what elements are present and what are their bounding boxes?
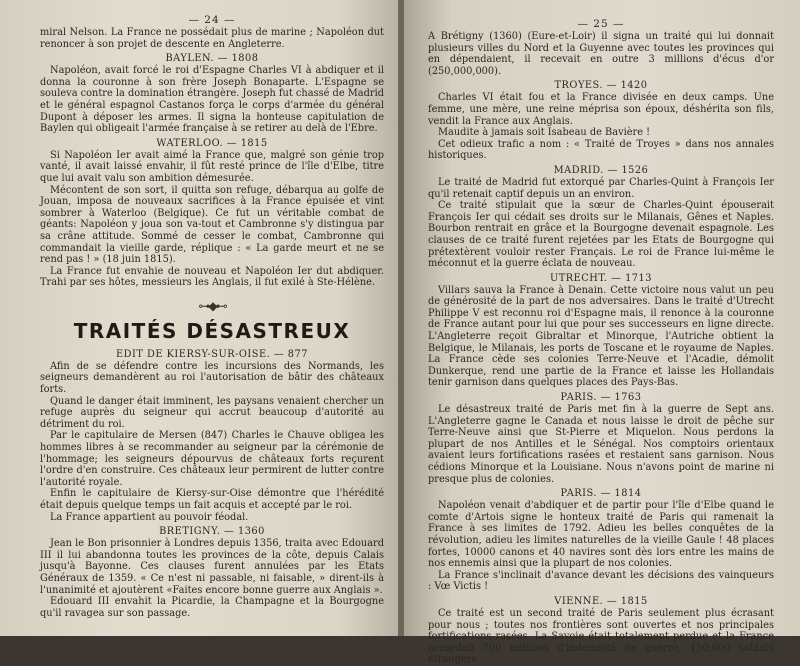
treaty-section <box>428 488 774 593</box>
chapter-title: TRAITÉS DÉSASTREUX <box>73 318 351 343</box>
paragraph: Quand le danger était imminent, les paysans venaient chercher un refuge auprès du seigneur qui accrut beaucoup d'autorité au détriment du roi. <box>40 395 384 430</box>
paragraph: Cet odieux trafic a nom : « Traité de Troyes » dans nos annales historiques. <box>428 138 774 162</box>
paragraph: Ce traité stipulait que la sœur de Charles-Quint épouserait François Ier qui cédait ses droits sur le Milanais, Gênes et Naples. Bourbon rentrait en grâce et la Bourgogne devenait espagnole. Les clauses de ce traité furent rejetées par les Etats de Bourgogne qui prétextèrent vouloir rester Français. Le roi de France lui-même le méconnut et la guerre éclata de nouveau. <box>428 200 774 270</box>
sections-after-title <box>40 349 384 619</box>
paragraph: La France appartient au pouvoir féodal. <box>50 511 249 523</box>
paragraph: Le traité de Madrid fut extorqué par Charles-Quint à François Ier qu'il retenait captif depuis un an environ. <box>428 176 774 200</box>
treaty-section <box>40 349 384 523</box>
paragraph: Ce traité est un second traité de Paris seulement plus écrasant pour nous ; toutes nos frontières sont ouvertes et nos principales fortifications rasées. La Savoie était totalement perdue et la France accordait 700 millions d'indemnité de guerre, 150,000 soldats étrangers <box>428 607 774 666</box>
paragraph: Enfin le capitulaire de Kiersy-sur-Oise démontre que l'hérédité était depuis quelque temps un fait acquis et accepté par le roi. <box>40 488 384 511</box>
paragraph: La France s'inclinait d'avance devant les décisions des vainqueurs : Vœ Victis ! <box>428 569 774 593</box>
paragraph: La France fut envahie de nouveau et Napoléon Ier dut abdiquer. Trahi par ses hôtes, messieurs les Anglais, il fut exilé à Ste-Hélène. <box>40 265 384 289</box>
left-page <box>0 0 398 636</box>
treaty-section <box>428 80 774 162</box>
paragraph: miral Nelson. La France ne possédait plus de marine ; Napoléon dut renoncer à son projet de descente en Angleterre. <box>40 27 384 50</box>
section-heading: MADRID. — 1526 <box>553 164 649 176</box>
paragraph: Napoléon venait d'abdiquer et de partir pour l'île d'Elbe quand le comte d'Artois signe le honteux traité de Paris qui ramenait la France à ses limites de 1792. Adieu les belles conquêtes de la révolution, adieu les limites naturelles de la vieille Gaule ! 48 places fortes, 10000 canons et 40 navires sont dès lors entre les mains de nos ennemis ainsi que la plupart de nos colonies. <box>428 500 774 570</box>
paragraph: Villars sauva la France à Denain. Cette victoire nous valut un peu de générosité de la part de nos adversaires. Dans le traité d'Utrecht Philippe V est reconnu roi d'Espagne mais, il renonce à la couronne de France autant pour lui que pour ses successeurs en ligne directe. L'Angleterre reçoit Gibraltar et Minorque, l'Autriche obtient la Belgique, le Milanais, les ports de Toscane et le royaume de Naples. La France cède ses colonies Terre-Neuve et l'Acadie, démolit Dunkerque, rend une partie de la France et laisse les Hollandais tenir garnison dans quelques places des Pays-Bas. <box>428 284 774 389</box>
paragraph: Maudite à jamais soit Isabeau de Bavière ! <box>438 127 651 139</box>
treaty-section <box>428 273 774 389</box>
paragraph: Napoléon, avait forcé le roi d'Espagne Charles VI à abdiquer et il donna la couronne à son frère Joseph Bonaparte. L'Espagne se souleva contre la domination étrangère. Joseph fut chassé de Madrid et le général espagnol Castanos força le corps d'armée du général Dupont à déposer les armes. Il signa la honteuse capitulation de Baylen qui obligeait l'armée française à se retirer au delà de l'Ebre. <box>40 65 384 135</box>
paragraph: A Brétigny (1360) (Eure-et-Loir) il signa un traité qui lui donnait plusieurs villes du Nord et la Guyenne avec toutes les provinces qui en dépendaient, il recevait en outre 3 millions d'écus d'or (250,000,000). <box>428 31 774 77</box>
treaty-section <box>428 392 774 485</box>
treaty-section <box>428 165 774 270</box>
page-number: — 25 — <box>577 18 625 30</box>
sections <box>428 80 774 666</box>
page-number: — 24 — <box>188 14 236 26</box>
section-heading: BAYLEN. — 1808 <box>165 53 259 65</box>
section-heading: WATERLOO. — 1815 <box>156 137 268 149</box>
paragraph: Mécontent de son sort, il quitta son refuge, débarqua au golfe de Jouan, imposa de nouveaux sacrifices à la France épuisée et vint sombrer à Waterloo (Belgique). Ce fut un véritable combat de géants: Napoléon y joua son va-tout et Cambronne s'y distingua par sa crâne attitude. Sommé de cesser le combat, Cambronne qui commandait la vieille garde, réplique : « La garde meurt et ne se rend pas ! » (18 juin 1815). <box>40 184 384 266</box>
section-heading: PARIS. — 1763 <box>560 392 642 404</box>
right-page <box>404 0 800 666</box>
section-heading: BRETIGNY. — 1360 <box>159 526 265 538</box>
paragraph: Si Napoléon Ier avait aimé la France que, malgré son génie trop vanté, il avait laissé envahir, il fût resté prince de l'île d'Elbe, titre que lui avait valu son ambition démesurée. <box>40 149 384 184</box>
section-heading: EDIT DE KIERSY-SUR-OISE. — 877 <box>115 348 309 360</box>
paragraph: Jean le Bon prisonnier à Londres depuis 1356, traita avec Edouard III il lui abandonna toutes les provinces de la côte, depuis Calais jusqu'à Bayonne. Ces clauses furent annulées par les Etats Généraux de 1359. « Ce n'est ni passable, ni faisable, » dirent-ils à l'unanimité et ajoutèrent «Faites encore bonne guerre aux Anglais ». <box>40 538 384 596</box>
section-heading: VIENNE. — 1815 <box>554 595 648 607</box>
treaty-section <box>428 596 774 666</box>
treaty-section <box>40 138 384 289</box>
paragraph: Le désastreux traité de Paris met fin à la guerre de Sept ans. L'Angleterre gagne le Canada et nous laisse le droit de pêche sur Terre-Neuve ainsi que St-Pierre et Miquelon. Nous perdons la plupart de nos Antilles et le Sénégal. Nos comptoirs orientaux avaient leurs fortifications rasées et restaient sans garnison. Nous cédions Minorque et la Louisiane. Nous n'avons point de marine ni presque plus de colonies. <box>428 404 774 485</box>
section-heading: TROYES. — 1420 <box>554 80 648 92</box>
paragraph: Edouard III envahit la Picardie, la Champagne et la Bourgogne qu'il ravagea sur son passage. <box>40 596 384 619</box>
paragraph: Charles VI était fou et la France divisée en deux camps. Une femme, une mère, une reine méprisa son époux, déshérita son fils, vendit la France aux Anglais. <box>428 92 774 127</box>
section-heading: PARIS. — 1814 <box>560 488 642 500</box>
ornament-divider: ⊶◆⊷ <box>198 298 226 313</box>
paragraph: Par le capitulaire de Mersen (847) Charles le Chauve obligea les hommes libres à se recommander au seigneur par la cérémonie de l'hommage; les seigneurs dépourvus de châteaux forts reçurent l'ordre d'en construire. Ces châteaux leur permirent de lutter contre l'autorité royale. <box>40 430 384 488</box>
sections-before-title <box>40 53 384 289</box>
paragraph: Afin de se défendre contre les incursions des Normands, les seigneurs demandèrent au roi l'autorisation de bâtir des châteaux forts. <box>40 360 384 396</box>
treaty-section <box>40 53 384 135</box>
section-heading: UTRECHT. — 1713 <box>549 272 653 284</box>
treaty-section <box>40 526 384 619</box>
intro-text <box>40 27 384 50</box>
intro-text <box>428 31 774 77</box>
